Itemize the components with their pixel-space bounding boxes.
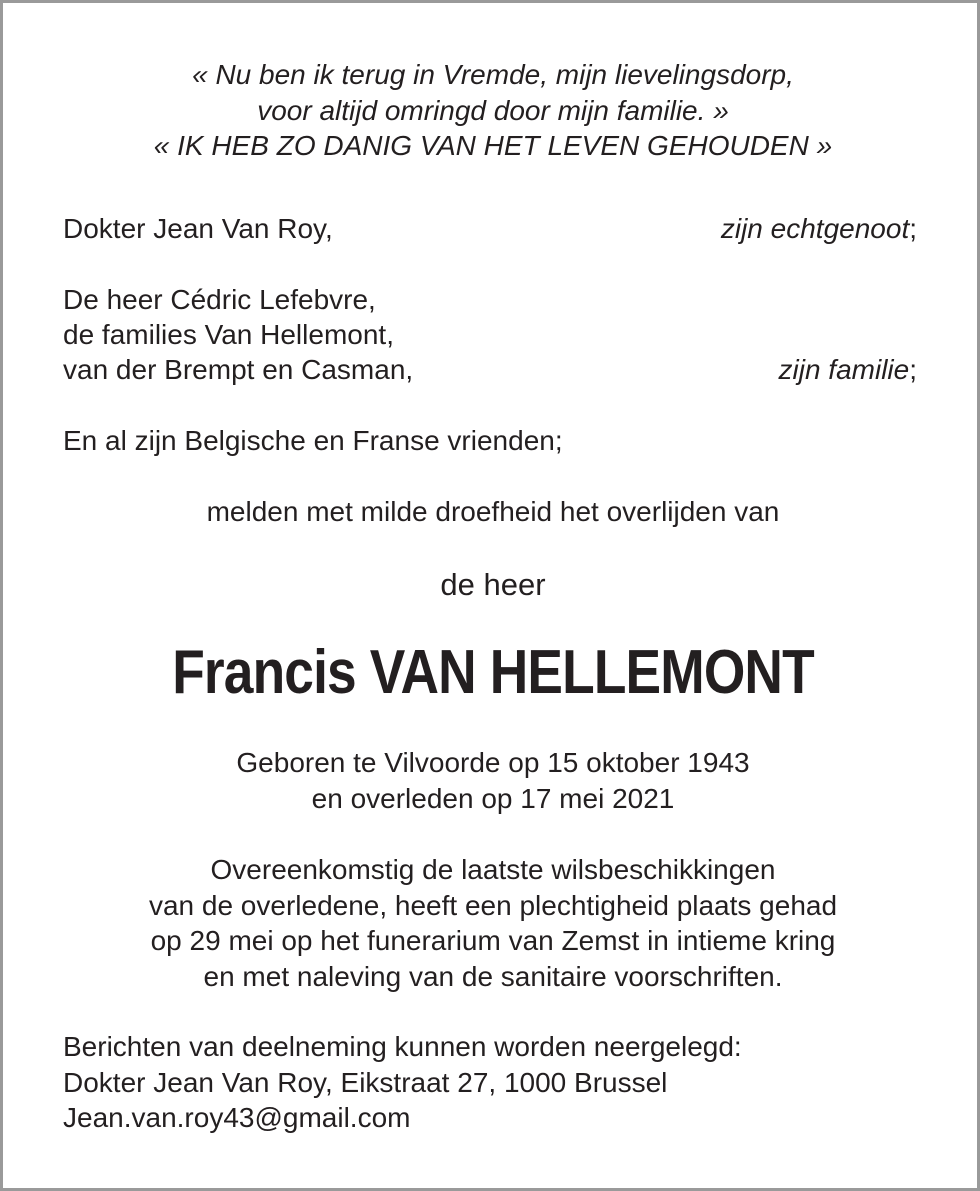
honorific: de heer bbox=[440, 567, 546, 602]
friends-line: En al zijn Belgische en Franse vrienden; bbox=[63, 425, 563, 456]
announcement: melden met milde droefheid het overlijden van bbox=[206, 496, 780, 527]
quote-line-3: « IK HEB ZO DANIG VAN HET LEVEN GEHOUDEN » bbox=[153, 130, 833, 161]
spouse-name: Dokter Jean Van Roy, bbox=[63, 213, 333, 244]
deceased-name: Francis VAN HELLEMONT bbox=[172, 638, 814, 707]
birth-date: Geboren te Vilvoorde op 15 oktober 1943 bbox=[236, 747, 750, 778]
family-role-punct: ; bbox=[909, 354, 917, 385]
ceremony-line-2: van de overledene, heeft een plechtigheid plaats gehad bbox=[148, 890, 838, 921]
contact-email: Jean.van.roy43@gmail.com bbox=[63, 1102, 411, 1133]
family-line-1: De heer Cédric Lefebvre, bbox=[63, 284, 376, 315]
family-role bbox=[779, 352, 917, 388]
spouse-role-punct: ; bbox=[909, 213, 917, 244]
family-line-3: van der Brempt en Casman, bbox=[63, 354, 414, 385]
quote-line-2: voor altijd omringd door mijn familie. » bbox=[257, 95, 729, 126]
contact-intro: Berichten van deelneming kunnen worden neergelegd: bbox=[63, 1031, 742, 1062]
ceremony-line-3: op 29 mei op het funerarium van Zemst in intieme kring bbox=[150, 925, 836, 956]
ceremony-line-1: Overeenkomstig de laatste wilsbeschikkingen bbox=[210, 854, 776, 885]
death-date: en overleden op 17 mei 2021 bbox=[311, 783, 675, 814]
family-role-text: zijn familie bbox=[778, 354, 910, 385]
contact-address: Dokter Jean Van Roy, Eikstraat 27, 1000 Brussel bbox=[63, 1067, 668, 1098]
family-line-2: de families Van Hellemont, bbox=[63, 319, 394, 350]
ceremony-line-4: en met naleving van de sanitaire voorschriften. bbox=[203, 961, 783, 992]
quote-line-1: « Nu ben ik terug in Vremde, mijn lievelingsdorp, bbox=[192, 59, 794, 90]
spouse-role bbox=[721, 211, 917, 247]
spouse-role-text: zijn echtgenoot bbox=[720, 213, 910, 244]
